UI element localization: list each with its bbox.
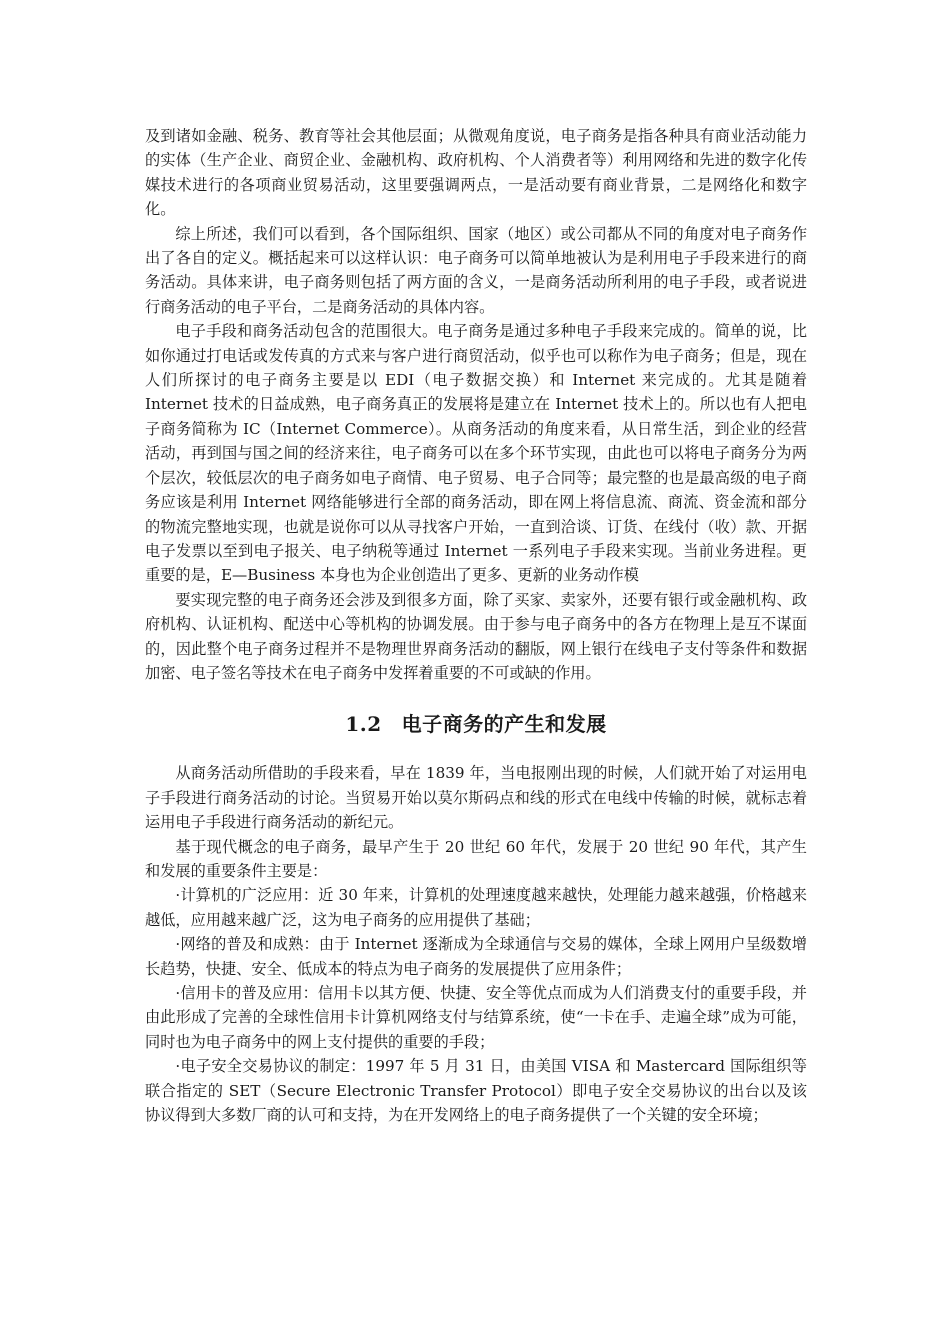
section-title-text: 电子商务的产生和发展	[401, 712, 607, 737]
paragraph-4: 要实现完整的电子商务还会涉及到很多方面，除了买家、卖家外，还要有银行或金融机构、政府机构、认证机构、配送中心等机构的协调发展。由于参与电子商务中的各方在物理上是互不谋面的，因此整个电子商务过程并不是物理世界商务活动的翻版，网上银行在线电子支付等条件和数据加密、电子签名等技术在电子商务中发挥着重要的不可或缺的作用。	[145, 590, 807, 682]
bullet-item-security-protocol: ·电子安全交易协议的制定：1997 年 5 月 31 日，由美国 VISA 和 Mastercard 国际组织等联合指定的 SET（Secure Electronic Transfer Protocol）即电子安全交易协议的出台以及该协议得到大多数厂商的认可和支持，为在开发网络上的电子商务提供了一个关键的安全环境；	[145, 1057, 807, 1125]
paragraph-5: 从商务活动所借助的手段来看，早在 1839 年，当电报刚出现的时候，人们就开始了对运用电子手段进行商务活动的讨论。当贸易开始以莫尔斯码点和线的形式在电线中传输的时候，就标志着运用电子手段进行商务活动的新纪元。	[145, 764, 807, 832]
bullet-item-computer: ·计算机的广泛应用：近 30 年来，计算机的处理速度越来越快，处理能力越来越强，价格越来越低，应用越来越广泛，这为电子商务的应用提供了基础；	[145, 886, 807, 929]
bullet-item-network: ·网络的普及和成熟：由于 Internet 逐渐成为全球通信与交易的媒体，全球上网用户呈级数增长趋势，快捷、安全、低成本的特点为电子商务的发展提供了应用条件；	[145, 935, 807, 978]
paragraph-6: 基于现代概念的电子商务，最早产生于 20 世纪 60 年代，发展于 20 世纪 90 年代，其产生和发展的重要条件主要是：	[145, 837, 807, 880]
paragraph-3: 电子手段和商务活动包含的范围很大。电子商务是通过多种电子手段来完成的。简单的说，比如你通过打电话或发传真的方式来与客户进行商贸活动，似乎也可以称作为电子商务；但是，现在人们所探讨的电子商务主要是以 EDI（电子数据交换）和 Internet 来完成的。尤其是随着 Internet 技术的日益成熟，电子商务真正的发展将是建立在 Internet 技术上的。所以也有人把电子商务简称为 IC（Internet Commerce）。从商务活动的角度来看，从日常生活，到企业的经营活动，再到国与国之间的经济来往，电子商务可以在多个环节实现，由此也可以将电子商务分为两个层次，较低层次的电子商务如电子商情、电子贸易、电子合同等；最完整的也是最高级的电子商务应该是利用 Internet 网络能够进行全部的商务活动，即在网上将信息流、商流、资金流和部分的物流完整地实现，也就是说你可以从寻找客户开始，一直到洽谈、订货、在线付（收）款、开据电子发票以至到电子报关、电子纳税等通过 Internet 一系列电子手段来实现。当前业务进程。更重要的是，E—Business 本身也为企业创造出了更多、更新的业务动作模	[145, 322, 807, 585]
document-page	[145, 124, 807, 1127]
paragraph-2: 综上所述，我们可以看到，各个国际组织、国家（地区）或公司都从不同的角度对电子商务作出了各自的定义。概括起来可以这样认识：电子商务可以简单地被认为是利用电子手段来进行的商务活动。具体来讲，电子商务则包括了两方面的含义，一是商务活动所利用的电子手段，或者说进行商务活动的电子平台，二是商务活动的具体内容。	[145, 224, 807, 316]
bullet-item-credit-card: ·信用卡的普及应用：信用卡以其方便、快捷、安全等优点而成为人们消费支付的重要手段，并由此形成了完善的全球性信用卡计算机网络支付与结算系统，使“一卡在手、走遍全球”成为可能，同时也为电子商务中的网上支付提供的重要的手段；	[145, 984, 807, 1051]
paragraph-1: 及到诸如金融、税务、教育等社会其他层面；从微观角度说，电子商务是指各种具有商业活动能力的实体（生产企业、商贸企业、金融机构、政府机构、个人消费者等）利用网络和先进的数字化传媒技术进行的各项商业贸易活动，这里要强调两点，一是活动要有商业背景，二是网络化和数字化。	[145, 127, 807, 219]
section-number: 1.2	[345, 712, 382, 737]
section-heading	[145, 709, 807, 739]
